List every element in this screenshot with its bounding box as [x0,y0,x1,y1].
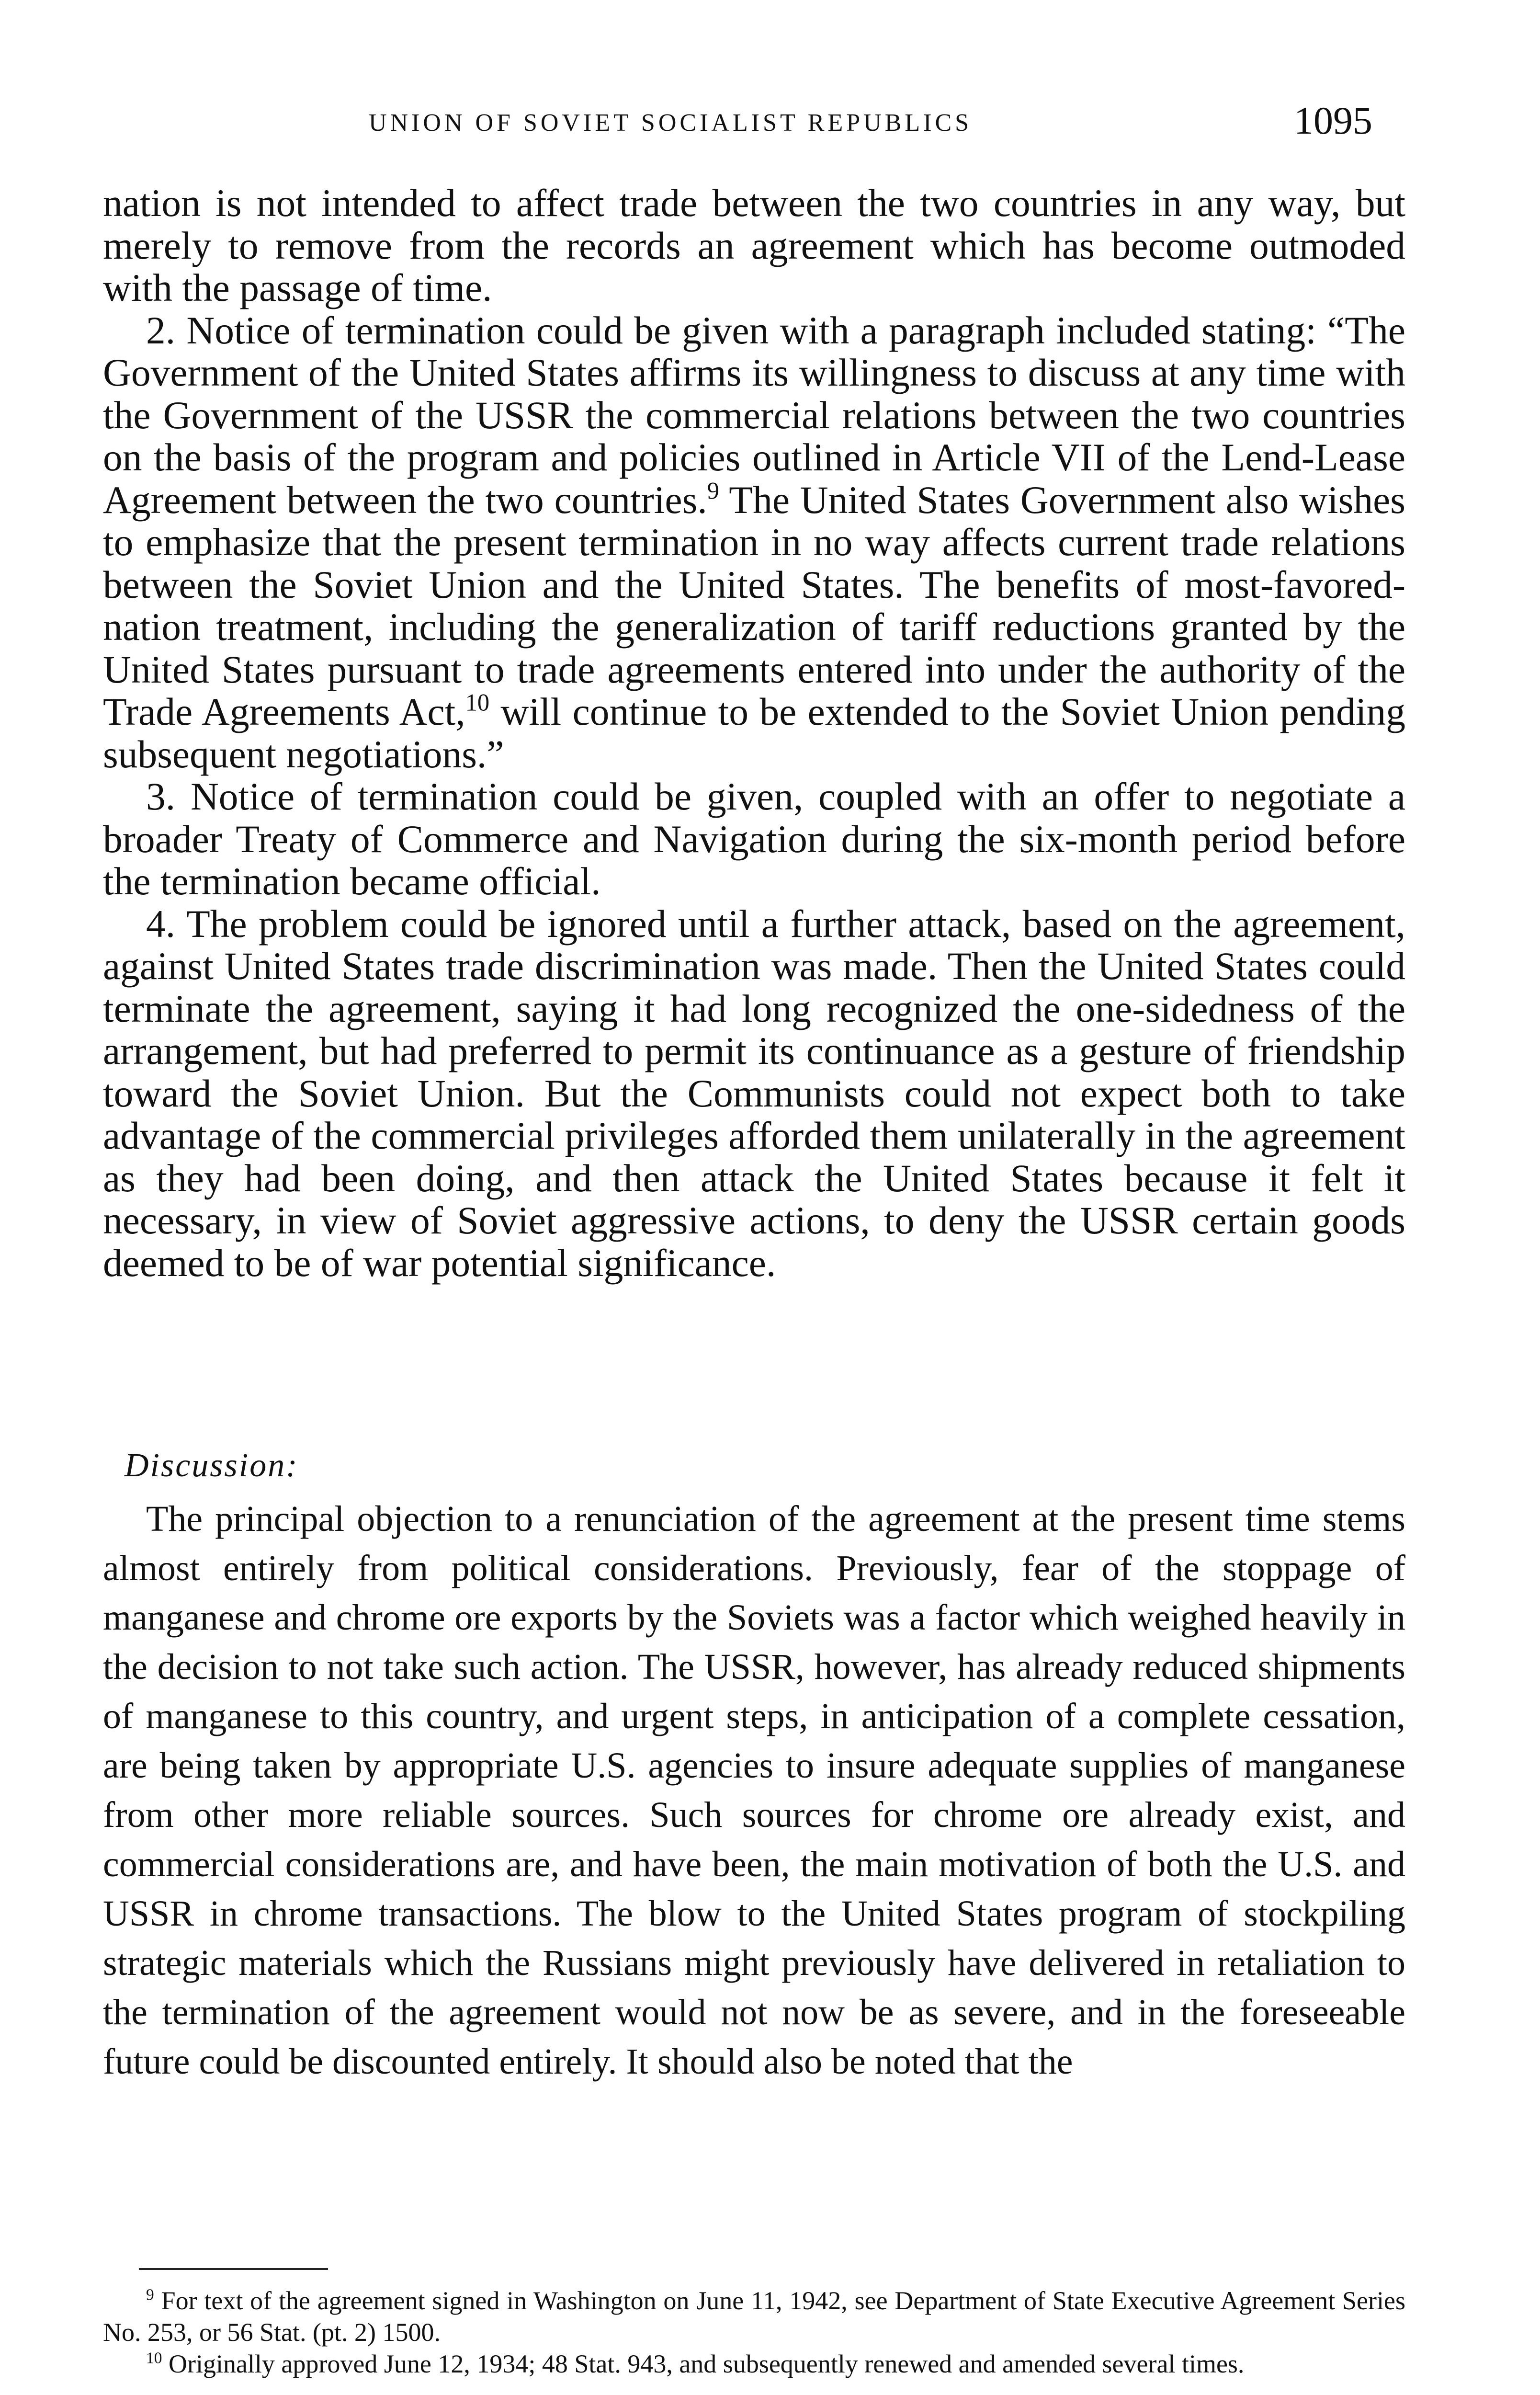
body-text [103,182,1405,1284]
footnote-ref-10[interactable]: 10 [465,689,490,716]
item-2-text-part-1: 2. Notice of termination could be given with a paragraph included stating: “The Government of the United States affirms its willingness to discuss at any time with the Government of the USSR the commercial relations between the two countries on the basis of the program and policies outlined in Article VII of the Lend-Lease Agreement between the two countries. [103,308,1405,522]
running-title: UNION OF SOVIET SOCIALIST REPUBLICS [369,109,973,137]
paragraph-item-4: 4. The problem could be ignored until a further attack, based on the agreement, against United States trade discrimination was made. Then the United States could terminate the agreement, saying it had long recognized the one-sidedness of the arrangement, but had preferred to permit its continuance as a gesture of friendship toward the Soviet Union. But the Communists could not expect both to take advantage of the commercial privileges afforded them unilaterally in the agreement as they had been doing, and then attack the United States because it felt it necessary, in view of Soviet aggressive actions, to deny the USSR certain goods deemed to be of war potential significance. [103,901,1405,1285]
discussion-section [103,1447,1405,2087]
footnote-10 [103,2348,1405,2380]
footnote-divider [139,2268,328,2270]
footnote-marker-10: 10 [146,2349,162,2367]
footnotes [103,2285,1405,2380]
footnote-ref-9[interactable]: 9 [707,477,719,504]
item-2-text-part-3: will continue to be extended to the Soviet Union pending subsequent negotiations.” [103,690,1405,776]
running-head [0,98,1540,151]
footnote-marker-9: 9 [146,2286,154,2304]
paragraph-item-2 [103,309,1405,776]
item-2-text-part-2: The United States Government also wishes to emphasize that the present termination in no way affects current trade relations between the Soviet Union and the United States. The benefits of most-favored-nation treatment, including the generalization of tariff reductions granted by the United States pursuant to trade agreements entered into under the authority of the Trade Agreements Act, [103,478,1405,733]
discussion-paragraph: The principal objection to a renunciation of the agreement at the present time stems almost entirely from political considerations. Previously, fear of the stoppage of manganese and chrome ore exports by the Soviets was a factor which weighed heavily in the decision to not take such action. The USSR, however, has already reduced shipments of manganese to this country, and urgent steps, in anticipation of a complete cessation, are being taken by appropriate U.S. agencies to insure adequate supplies of manganese from other more reliable sources. Such sources for chrome ore already exist, and commercial considerations are, and have been, the main motivation of both the U.S. and USSR in chrome transactions. The blow to the United States program of stockpiling strategic materials which the Russians might previously have delivered in retaliation to the termination of the agreement would not now be as severe, and in the foreseeable future could be discounted entirely. It should also be noted that the [103,1499,1405,2082]
footnote-9-text: For text of the agreement signed in Washington on June 11, 1942, see Department of State Executive Agreement Series No. 253, or 56 Stat. (pt. 2) 1500. [103,2286,1405,2347]
footnote-9 [103,2285,1405,2348]
discussion-heading: Discussion: [125,1447,299,1484]
footnote-10-text: Originally approved June 12, 1934; 48 Stat. 943, and subsequently renewed and amended several times. [162,2349,1245,2378]
paragraph-continuation: nation is not intended to affect trade between the two countries in any way, but merely to remove from the records an agreement which has become outmoded with the passage of time. [103,181,1405,309]
page-number: 1095 [1294,99,1372,142]
paragraph-item-3: 3. Notice of termination could be given, coupled with an offer to negotiate a broader Treaty of Commerce and Navigation during the six-month period before the termination became official. [103,775,1405,903]
